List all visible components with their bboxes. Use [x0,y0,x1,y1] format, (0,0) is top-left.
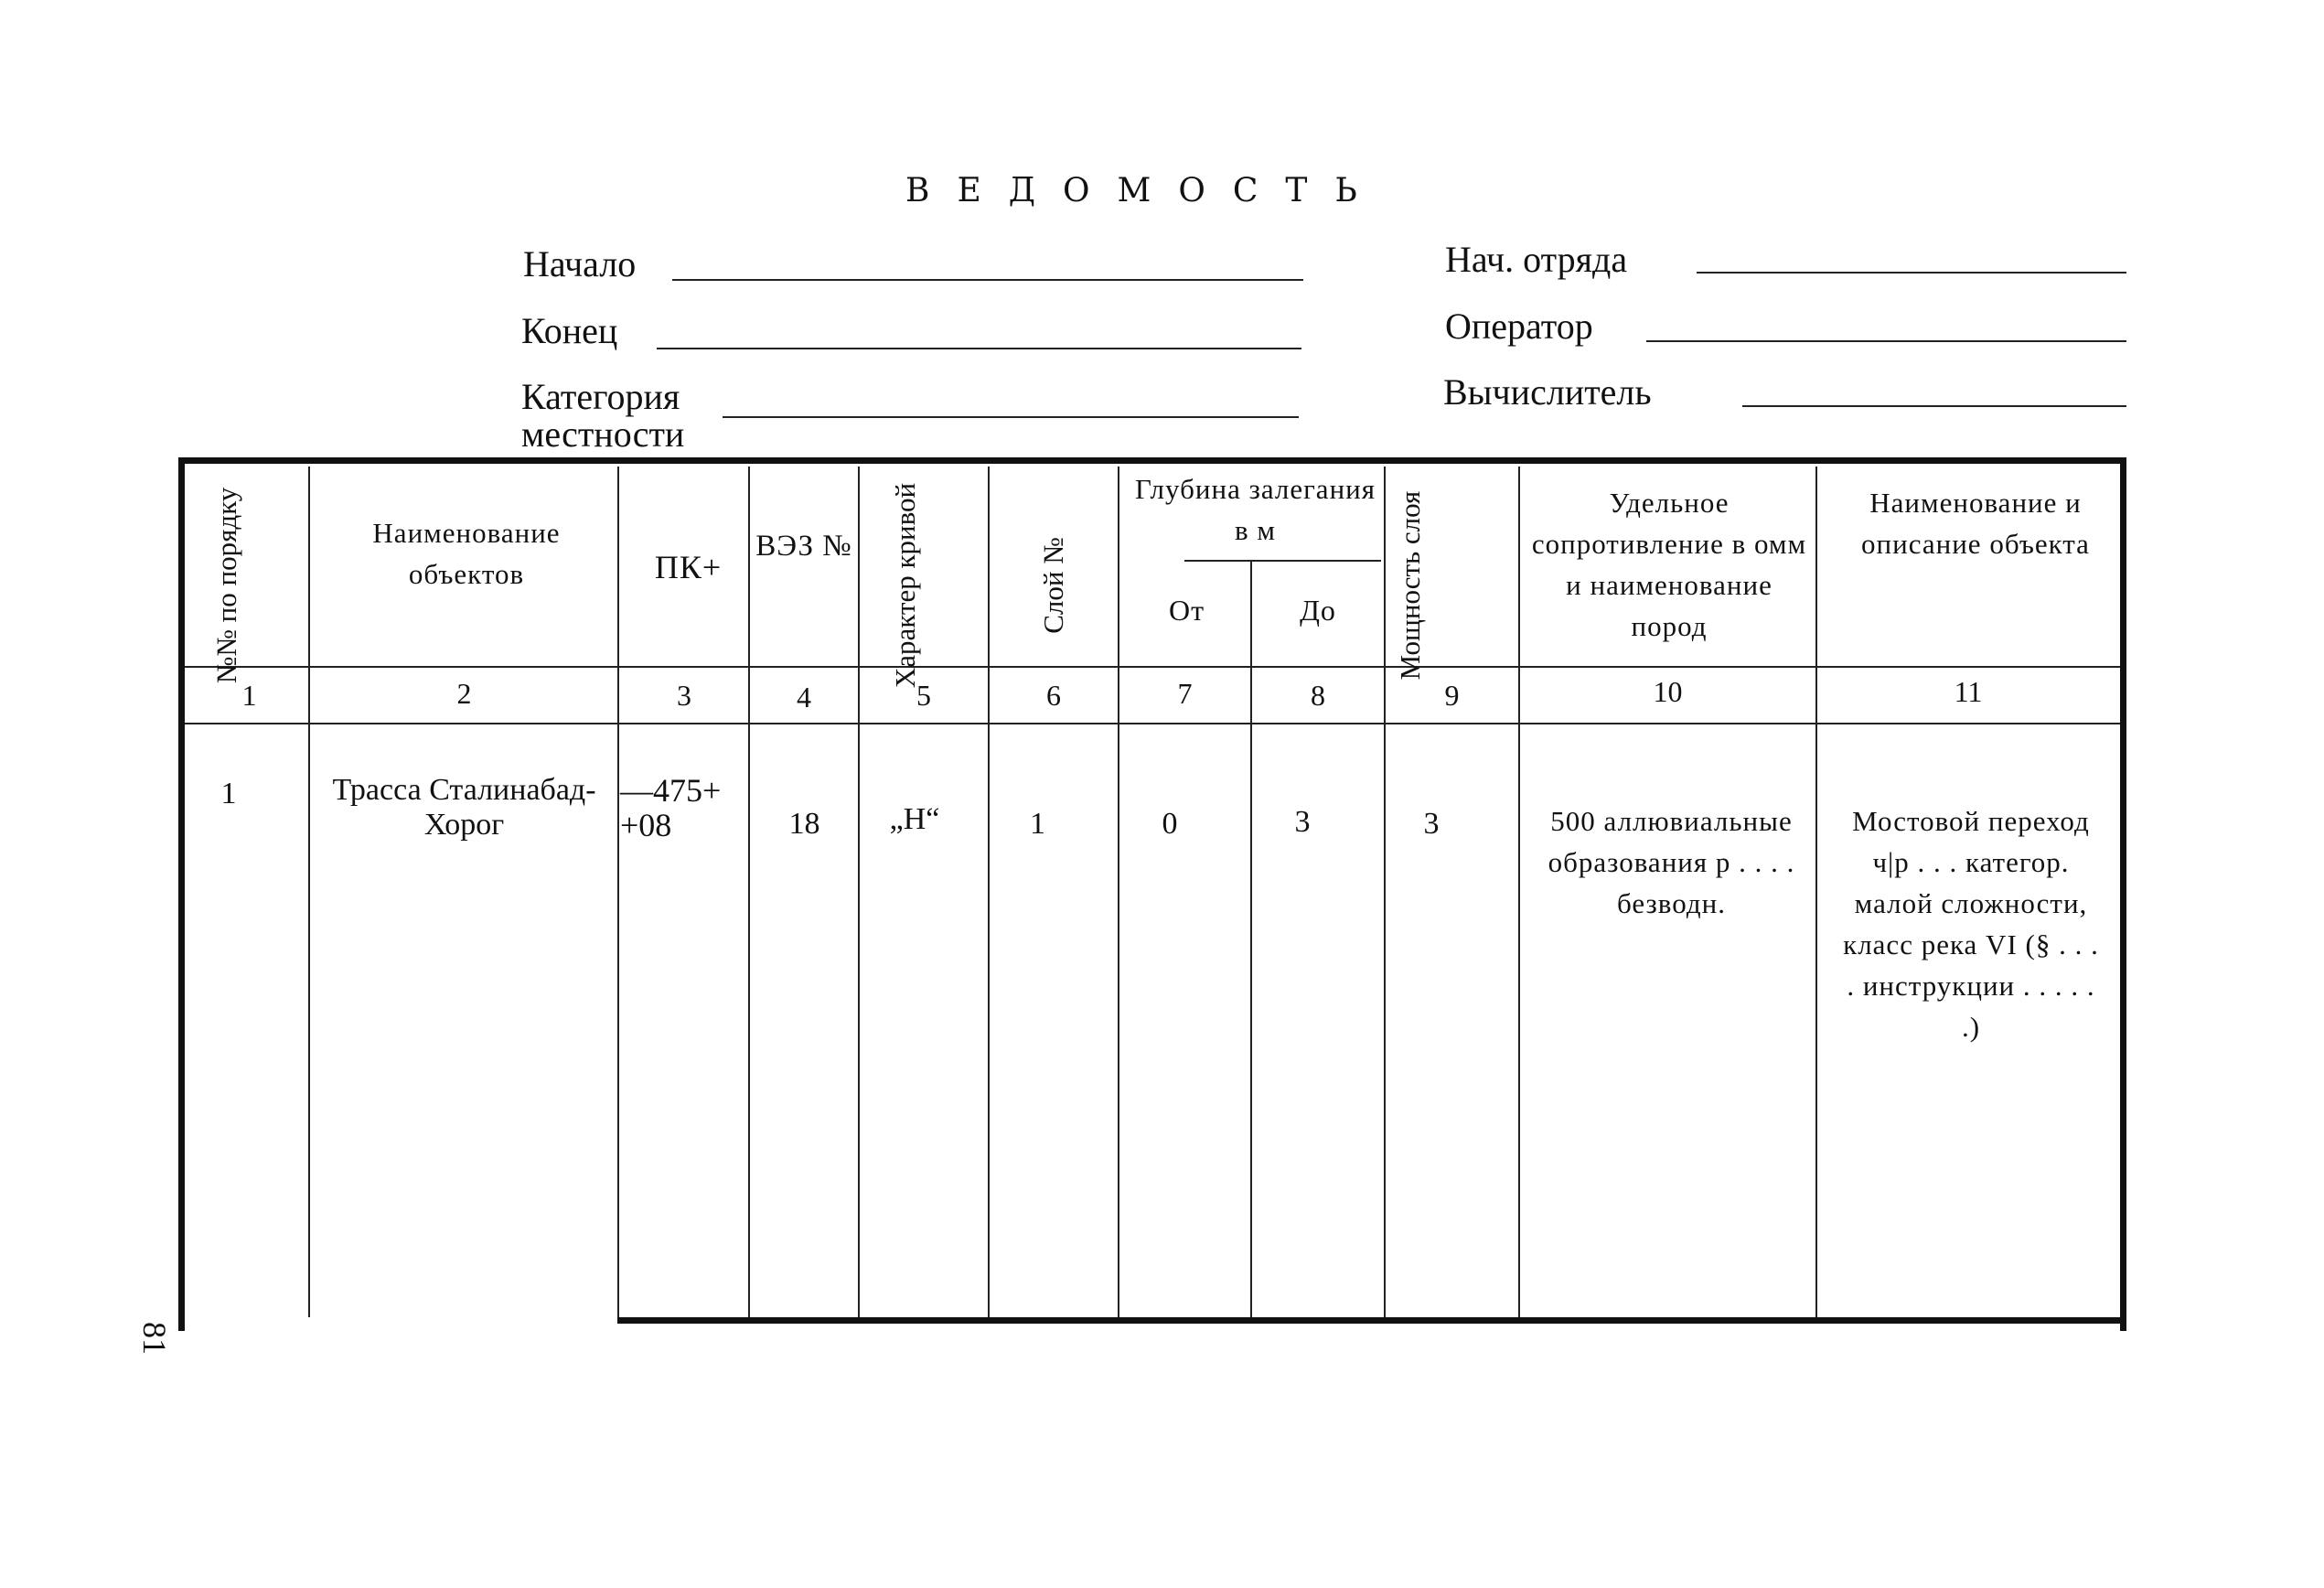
col-divider-9 [1518,467,1520,1317]
column-numbers-rule [185,723,2120,724]
header-col-9: Мощность слоя [1394,490,1426,681]
column-number-9: 9 [1444,679,1460,712]
col-divider-6 [1118,467,1119,1317]
col-divider-7 [1250,560,1252,1317]
page-number: 81 [136,1322,173,1355]
col-divider-3 [748,467,750,1317]
page-title: ВЕДОМОСТЬ [905,172,1385,209]
column-number-10: 10 [1653,675,1683,708]
col-divider-10 [1815,467,1817,1317]
header-col-3: ПК+ [654,549,723,585]
header-col-7-8-group: Глубина залегания в м [1134,473,1376,546]
field-squad-chief-line [1697,272,2126,274]
depth-group-rule [1184,560,1381,562]
header-col-6: Слой № [1037,537,1069,634]
column-number-2: 2 [456,677,472,710]
header-col-2: Наименование объектов [372,517,561,590]
col-divider-1 [308,467,310,1317]
column-number-6: 6 [1046,679,1061,712]
row-depth-to: 3 [1294,805,1311,839]
field-start-line [672,279,1303,281]
field-squad-chief-label: Нач. отряда [1445,239,1628,280]
header-bottom-rule [185,666,2120,668]
header-col-8: До [1300,594,1336,627]
header-col-11: Наименование и описание объекта [1861,487,2090,560]
field-category-line [723,416,1299,418]
header-col-7: От [1168,594,1205,627]
column-number-4: 4 [797,681,811,714]
header-col-1: №№ по порядку [210,487,242,684]
column-number-1: 1 [241,679,257,712]
column-number-11: 11 [1954,675,1983,708]
row-curve-type: „Н“ [889,802,940,836]
row-depth-from: 0 [1162,807,1178,841]
field-category-label-1: Категория [521,376,680,417]
field-calculator-line [1742,405,2126,407]
col-divider-5 [988,467,990,1317]
table-bottom-rule [617,1317,2126,1324]
field-end-label: Конец [521,310,618,351]
field-operator-line [1646,340,2126,342]
header-col-4: ВЭЗ № [755,530,852,563]
field-end-line [657,348,1301,349]
header-col-10: Удельное сопротивление в омм и наименование пород [1531,487,1807,642]
row-thickness: 3 [1423,807,1440,841]
row-layer-number: 1 [1030,807,1045,841]
row-number: 1 [220,777,237,810]
row-object-name: Трасса Сталинабад-Хорог [332,773,596,842]
column-number-3: 3 [677,679,691,712]
column-number-8: 8 [1311,679,1325,712]
field-start-label: Начало [523,243,637,284]
col-divider-2 [617,467,619,1317]
column-number-5: 5 [916,679,931,712]
header-col-5: Характер кривой [889,482,921,689]
row-pk: —475+ +08 [620,772,722,843]
column-number-7: 7 [1177,677,1193,710]
row-object-description: Мостовой переход ч|р . . . категор. малой сложности, класс река VI (§ . . . . инструкции . . . . . .) [1843,805,2099,1043]
field-category-label-2: местности [521,413,685,455]
row-resistance-description: 500 аллювиальные образования р . . . . безводн. [1548,805,1795,919]
row-vez-number: 18 [788,807,820,841]
field-calculator-label: Вычислитель [1443,371,1652,413]
field-operator-label: Оператор [1445,306,1593,347]
col-divider-8 [1384,467,1386,1317]
col-divider-4 [858,467,860,1317]
